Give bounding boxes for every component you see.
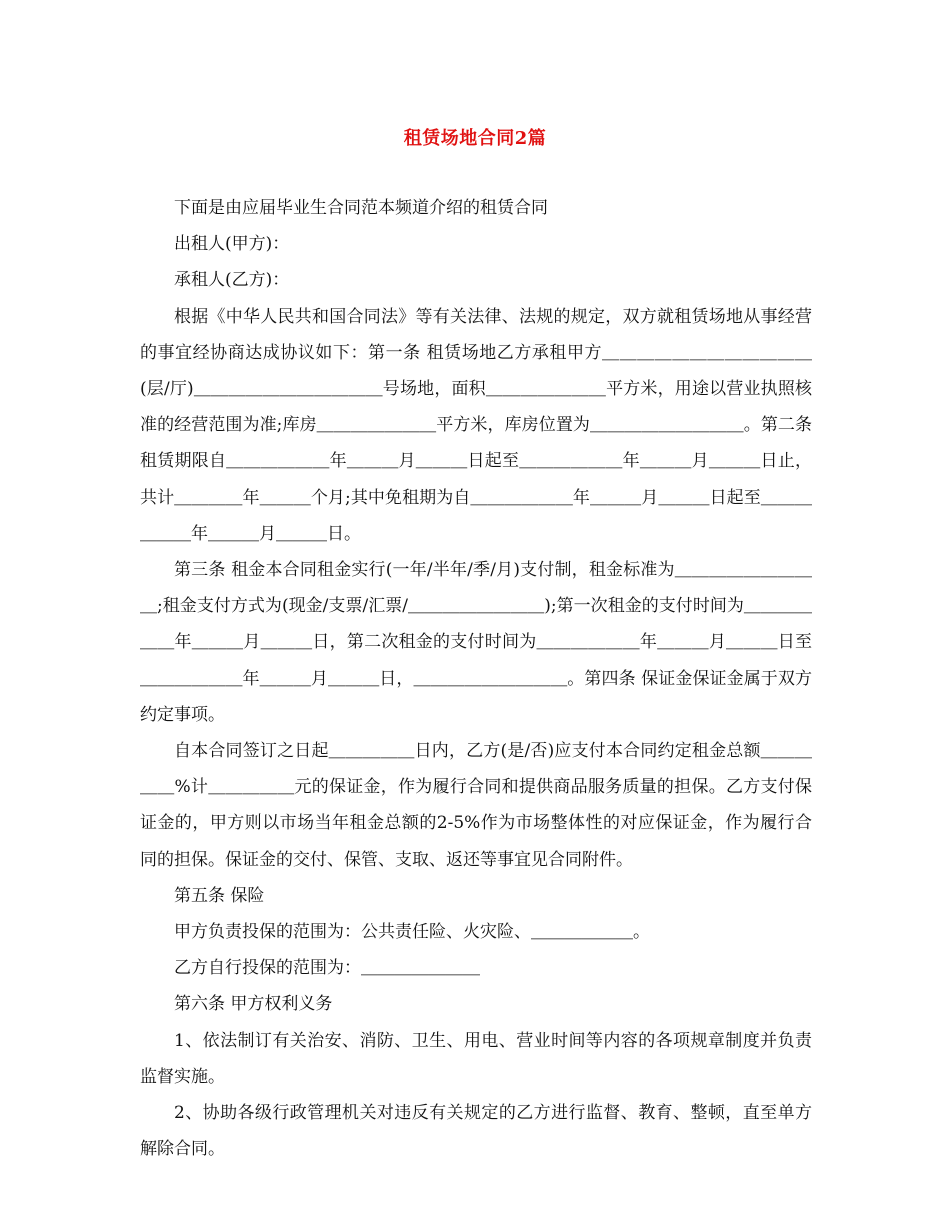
paragraph-lessee: 承租人(乙方)： (174, 270, 290, 291)
document-title: 租赁场地合同2篇 (403, 128, 547, 149)
paragraph-article-1-2: 根据《中华人民共和国合同法》等有关法律、法规的规定，双方就租赁场地从事经营的事宜经协商达成协议如下：第一条 租赁场地乙方承租甲方＿＿＿＿＿＿＿＿＿＿＿＿(层/厅)＿＿＿＿＿＿＿＿＿＿＿号场地，面积＿＿＿＿＿＿＿平方米，用途以营业执照核准的经营范围为准;库房＿＿＿＿＿＿＿平方米，库房位置为＿＿＿＿＿＿＿＿＿。第二条 租赁期限自＿＿＿＿＿＿年＿＿＿月＿＿＿日起至＿＿＿＿＿＿年＿＿＿月＿＿＿日止，共计＿＿＿＿年＿＿＿个月;其中免租期为自＿＿＿＿＿＿年＿＿＿月＿＿＿日起至＿＿＿＿＿＿年＿＿＿月＿＿＿日。 (140, 306, 812, 544)
paragraph-lessor: 出租人(甲方)： (174, 234, 290, 255)
paragraph-article-3-4: 第三条 租金本合同租金实行(一年/半年/季/月)支付制，租金标准为＿＿＿＿＿＿＿＿＿;租金支付方式为(现金/支票/汇票/＿＿＿＿＿＿＿＿);第一次租金的支付时间为＿＿＿＿＿＿年＿＿＿月＿＿＿日，第二次租金的支付时间为＿＿＿＿＿＿年＿＿＿月＿＿＿日至＿＿＿＿＿＿年＿＿＿月＿＿＿日，＿＿＿＿＿＿＿＿＿。第四条 保证金保证金属于双方约定事项。 (140, 560, 812, 725)
paragraph-deposit: 自本合同签订之日起＿＿＿＿＿日内，乙方(是/否)应支付本合同约定租金总额＿＿＿＿＿%计＿＿＿＿＿元的保证金，作为履行合同和提供商品服务质量的担保。乙方支付保证金的，甲方则以市场当年租金总额的2-5%作为市场整体性的对应保证金，作为履行合同的担保。保证金的交付、保管、支取、返还等事宜见合同附件。 (140, 741, 812, 870)
paragraph-clause-2: 2、协助各级行政管理机关对违反有关规定的乙方进行监督、教育、整顿，直至单方解除合同。 (140, 1103, 812, 1160)
paragraph-intro: 下面是由应届毕业生合同范本频道介绍的租赁合同 (174, 198, 548, 218)
document-body (140, 190, 812, 1167)
paragraph-party-a-insurance: 甲方负责投保的范围为：公共责任险、火灾险、＿＿＿＿＿＿。 (174, 922, 650, 943)
paragraph-party-b-insurance: 乙方自行投保的范围为：＿＿＿＿＿＿＿ (174, 958, 480, 979)
paragraph-article-5-heading: 第五条 保险 (174, 885, 265, 906)
paragraph-article-6-heading: 第六条 甲方权利义务 (174, 994, 333, 1015)
paragraph-clause-1: 1、依法制订有关治安、消防、卫生、用电、营业时间等内容的各项规章制度并负责监督实施。 (140, 1030, 812, 1087)
